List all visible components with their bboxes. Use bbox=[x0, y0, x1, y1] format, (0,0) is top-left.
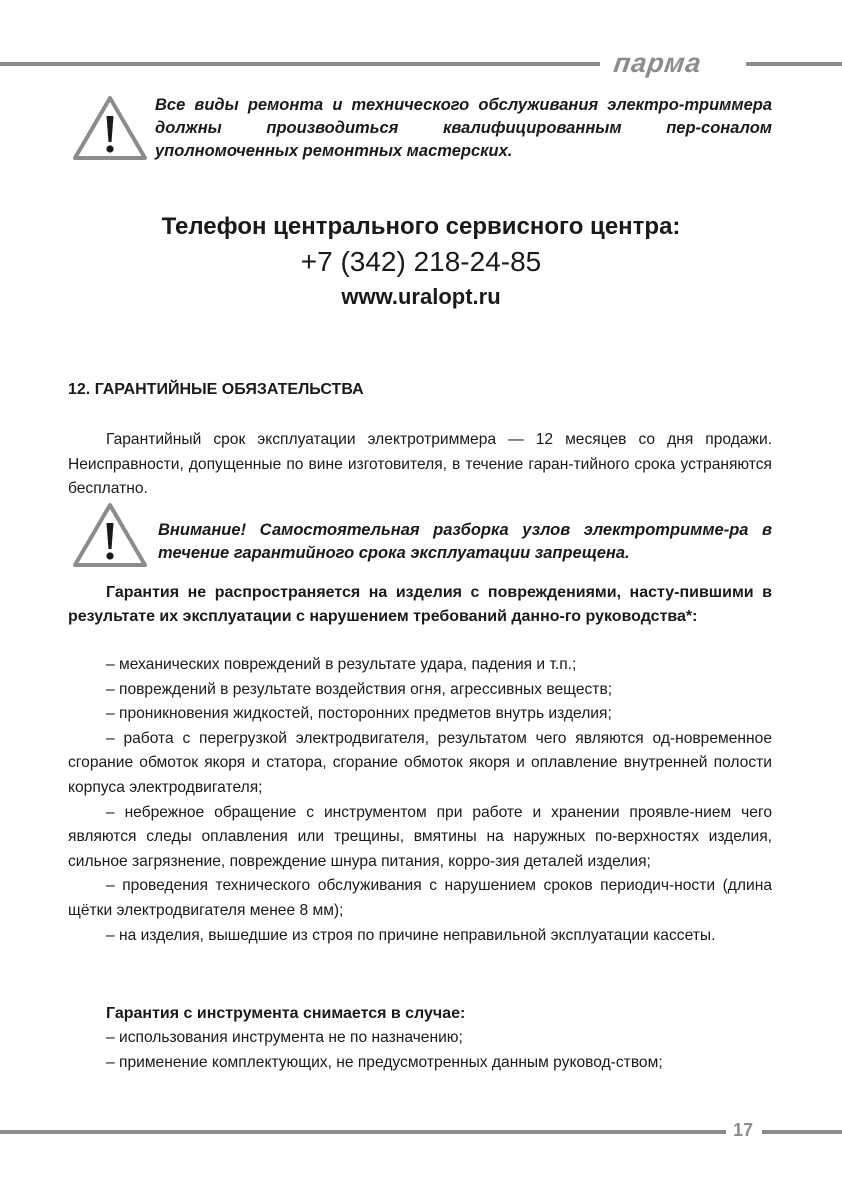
warning-triangle-icon bbox=[72, 501, 148, 569]
header-rule-right bbox=[746, 62, 842, 66]
not-covered-heading: Гарантия не распространяется на изделия с повреждениями, насту-пившими в результате их эксплуатации с нарушением требований данно-го руководства*: bbox=[68, 584, 772, 625]
list-item: – проникновения жидкостей, посторонних предметов внутрь изделия; bbox=[106, 705, 612, 723]
header-rule-left bbox=[0, 62, 600, 66]
not-covered-list bbox=[68, 653, 772, 948]
list-item: – повреждений в результате воздействия огня, агрессивных веществ; bbox=[106, 680, 613, 698]
service-center-phone: +7 (342) 218-24-85 bbox=[300, 246, 542, 277]
service-center-title: Телефон центрального сервисного центра: bbox=[161, 213, 681, 240]
list-item: – проведения технического обслуживания с нарушением сроков периодич-ности (длина щётки электродвигателя менее 8 мм); bbox=[68, 877, 772, 919]
list-item: – небрежное обращение с инструментом при работе и хранении проявле-нием чего являются следы оплавления или трещины, вмятины на наружных по-верхностях изделия, сильное загрязнение, повреждение шнура питания, корро-зия деталей изделия; bbox=[68, 803, 772, 870]
service-center-website[interactable]: www.uralopt.ru bbox=[341, 284, 501, 309]
warranty-intro: Гарантийный срок эксплуатации электротриммера — 12 месяцев со дня продажи. Неисправности, допущенные по вине изготовителя, в течение гаран-тийного срока устраняются бесплатно. bbox=[68, 431, 772, 498]
footer-rule-left bbox=[0, 1130, 726, 1134]
brand-logo: парма bbox=[611, 48, 704, 78]
void-heading: Гарантия с инструмента снимается в случае: bbox=[106, 1005, 466, 1022]
list-item: – применение комплектующих, не предусмотренных данным руковод-ством; bbox=[106, 1053, 663, 1071]
list-item: – работа с перегрузкой электродвигателя, результатом чего являются од-новременное сгорание обмоток якоря и статора, сгорание обмоток якоря и оплавление внутренней полости корпуса электродвигателя; bbox=[68, 729, 772, 796]
warning-disassembly-text: Внимание! Самостоятельная разборка узлов электротримме-ра в течение гарантийного срока эксплуатации запрещена. bbox=[158, 521, 772, 562]
warning-triangle-icon bbox=[72, 94, 148, 162]
list-item: – использования инструмента не по назначению; bbox=[106, 1029, 463, 1046]
page-number: 17 bbox=[733, 1120, 754, 1140]
warning-repair-text: Все виды ремонта и технического обслуживания электро-триммера должны производиться квалифицированным пер-соналом уполномоченных ремонтных мастерских. bbox=[155, 96, 772, 160]
void-list bbox=[68, 1026, 772, 1075]
section-title: 12. ГАРАНТИЙНЫЕ ОБЯЗАТЕЛЬСТВА bbox=[68, 381, 364, 398]
footer-rule-right bbox=[762, 1130, 842, 1134]
list-item: – механических повреждений в результате удара, падения и т.п.; bbox=[106, 656, 577, 673]
list-item: – на изделия, вышедшие из строя по причине неправильной эксплуатации кассеты. bbox=[106, 926, 716, 944]
